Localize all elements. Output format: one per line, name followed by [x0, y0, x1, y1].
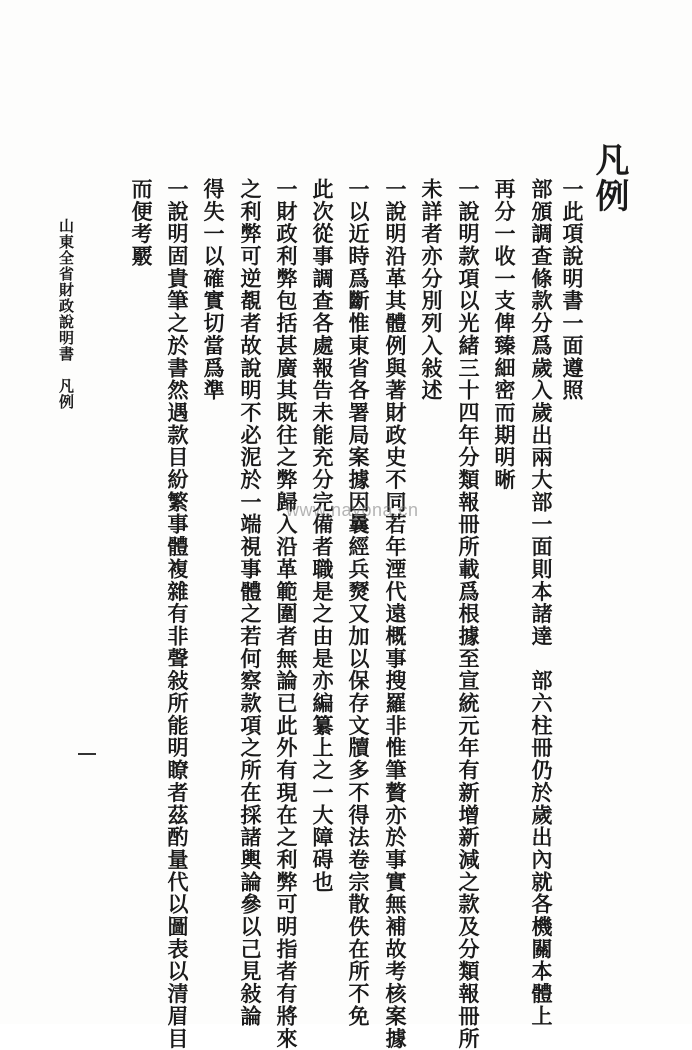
text-column-13: 而便考覈 — [129, 178, 154, 268]
text-column-5: 未詳者亦分別列入敍述 — [419, 178, 444, 402]
text-column-12: 一說明固貴筆之於書然遇款目紛繁事體複雜有非聲敍所能明瞭者茲酌量代以圖表以清眉目 — [165, 178, 190, 1050]
text-column-9: 一財政利弊包括甚廣其既往之弊歸入沿革範圍者無論已此外有現在之利弊可明指者有將來 — [274, 178, 299, 1050]
page-title: 凡例 — [589, 142, 629, 214]
text-column-11: 得失一以確實切當爲準 — [201, 178, 226, 402]
page-footer: 山東全省財政說明書 凡例 — [57, 218, 75, 410]
text-column-2: 部頒調查條款分爲歲入歲出兩大部一面則本諸達 部六柱冊仍於歲出內就各機關本體上 — [529, 178, 554, 1028]
text-column-8: 此次從事調查各處報告未能充分完備者職是之由是亦編纂上之一大障碍也 — [310, 178, 335, 894]
text-column-4: 一說明款項以光緒三十四年分類報冊所載爲根據至宣統元年有新增新減之款及分類報冊所 — [456, 178, 481, 1050]
margin-mark — [78, 753, 96, 755]
text-column-7: 一以近時爲斷惟東省各署局案據因曩經兵燹又加以保存文牘多不得法卷宗散佚在所不免 — [346, 178, 371, 1028]
text-column-10: 之利弊可逆覩者故說明不必泥於一端視事體之若何察款項之所在採諸輿論參以己見敍論 — [238, 178, 263, 1028]
text-column-3: 再分一收一支俾臻細密而期明晰 — [492, 178, 517, 491]
text-column-6: 一說明沿革其體例與著財政史不同若年湮代遠概事搜羅非惟筆贅亦於事實無補故考核案據 — [383, 178, 408, 1050]
text-column-1: 一此項說明書一面遵照 — [560, 178, 585, 402]
watermark: www.nayona.cn — [286, 500, 419, 520]
